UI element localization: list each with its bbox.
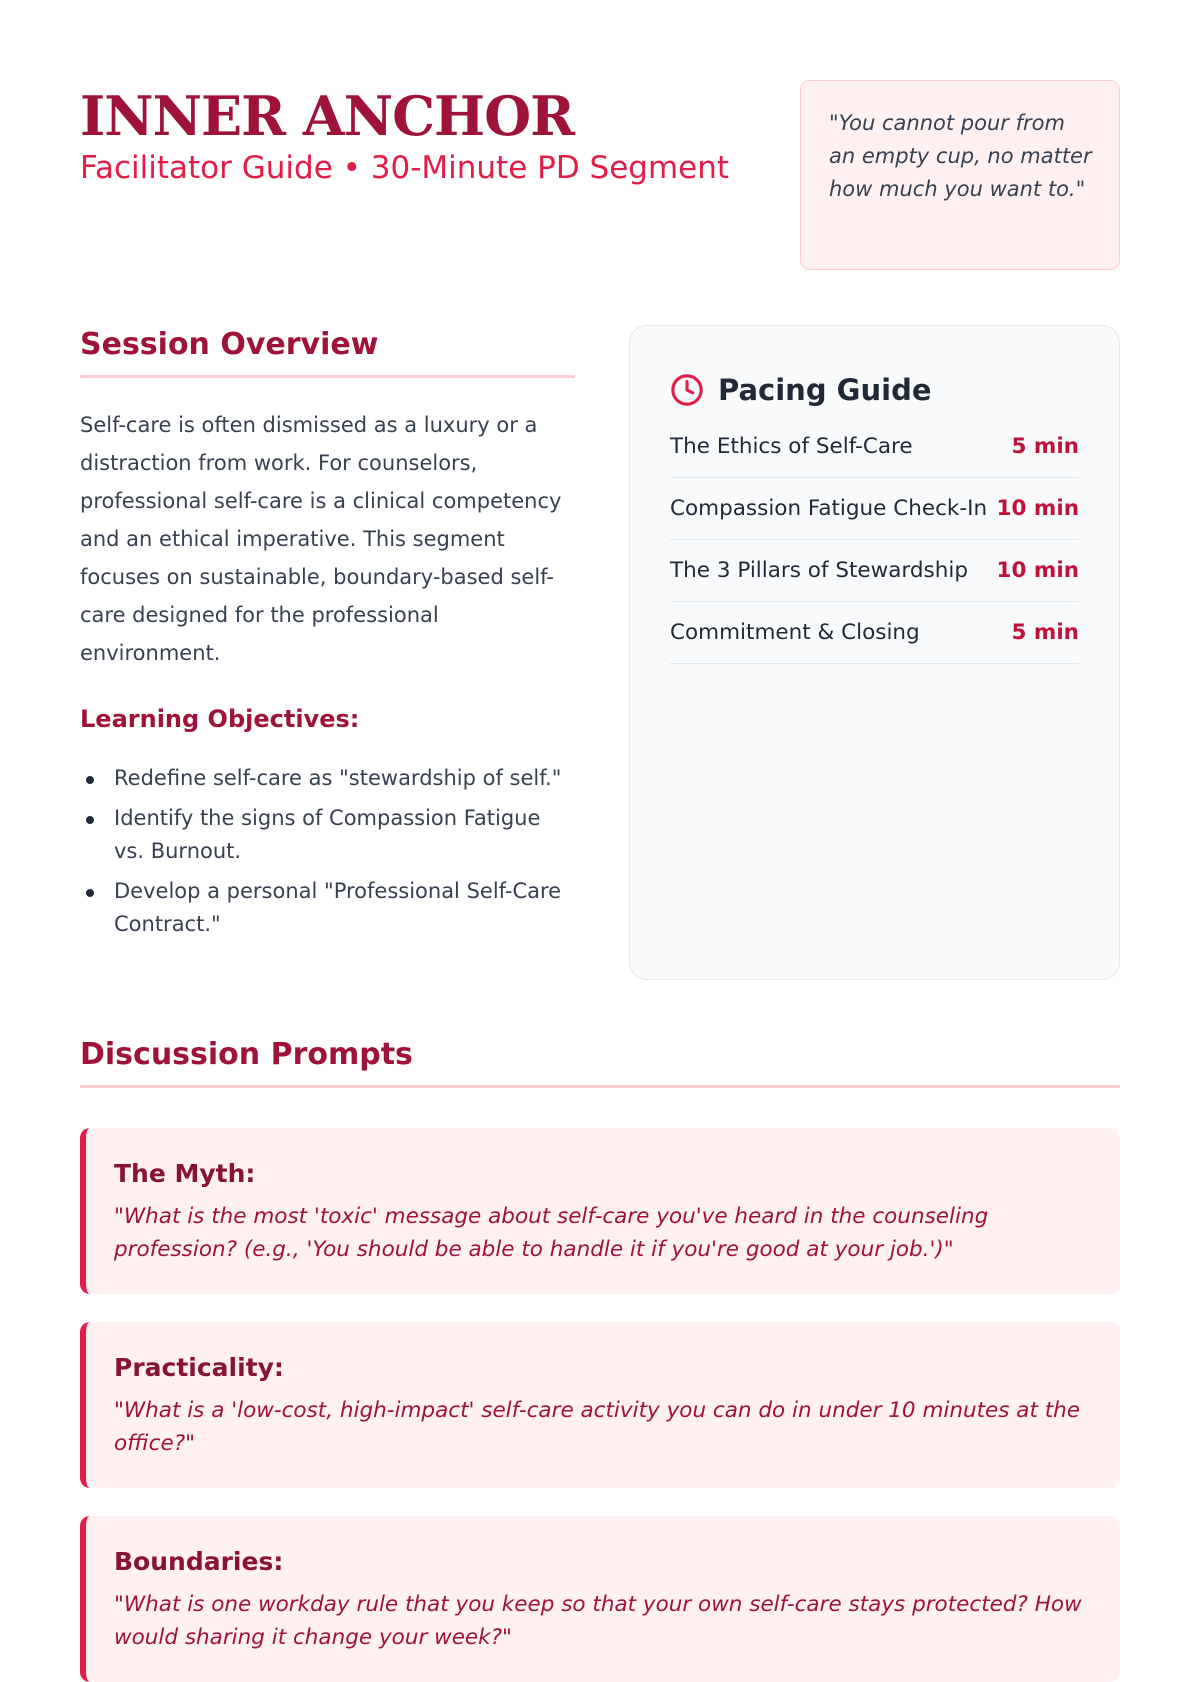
list-item: Develop a personal "Professional Self-Care Contract." — [80, 875, 575, 941]
pacing-row — [670, 416, 1079, 478]
session-overview-text: Self-care is often dismissed as a luxury or a distraction from work. For counselors, professional self-care is a clinical competency and an ethical imperative. This segment focuses on sustainable, boundary-based self-care designed for the professional environment. — [80, 413, 562, 665]
list-item: Redefine self-care as "stewardship of self." — [80, 762, 575, 795]
pacing-row-label: The Ethics of Self-Care — [670, 434, 913, 459]
session-overview — [80, 325, 575, 948]
pacing-guide-card — [629, 325, 1120, 980]
quote-text: "You cannot pour from an empty cup, no matter how much you want to." — [829, 111, 1092, 201]
prompt-title: Boundaries: — [114, 1547, 284, 1576]
quote-box — [800, 80, 1120, 270]
pacing-row-time: 10 min — [996, 558, 1079, 583]
learning-objectives-list — [80, 762, 575, 941]
pacing-row — [670, 478, 1079, 540]
pacing-row — [670, 540, 1079, 602]
prompt-card — [80, 1128, 1120, 1294]
pacing-row-label: Commitment & Closing — [670, 620, 920, 645]
pacing-row — [670, 602, 1079, 664]
pacing-row-time: 5 min — [1011, 620, 1079, 645]
prompt-text: "What is one workday rule that you keep so that your own self-care stays protected? How would sharing it change your week?" — [114, 1592, 1082, 1650]
pacing-row-time: 5 min — [1011, 434, 1079, 459]
prompt-card — [80, 1516, 1120, 1682]
pacing-row-label: Compassion Fatigue Check-In — [670, 496, 988, 521]
discussion-prompts-heading: Discussion Prompts — [80, 1035, 1120, 1088]
learning-objectives-heading: Learning Objectives: — [80, 705, 360, 733]
pacing-guide-header — [670, 370, 1079, 410]
clock-icon — [670, 373, 704, 407]
prompt-card — [80, 1322, 1120, 1488]
pacing-guide-title: Pacing Guide — [718, 373, 932, 407]
session-overview-heading: Session Overview — [80, 325, 575, 378]
prompt-text: "What is a 'low-cost, high-impact' self-care activity you can do in under 10 minutes at the office?" — [114, 1398, 1081, 1456]
list-item: Identify the signs of Compassion Fatigue vs. Burnout. — [80, 802, 575, 868]
pacing-row-label: The 3 Pillars of Stewardship — [670, 558, 968, 583]
header — [80, 80, 1120, 270]
prompt-text: "What is the most 'toxic' message about self-care you've heard in the counseling profession? (e.g., 'You should be able to handle it if you're good at your job.')" — [114, 1204, 989, 1262]
prompt-title: The Myth: — [114, 1159, 256, 1188]
prompt-title: Practicality: — [114, 1353, 284, 1382]
pacing-row-time: 10 min — [996, 496, 1079, 521]
discussion-prompts — [80, 1035, 1120, 1682]
page-title: INNER ANCHOR — [80, 84, 574, 148]
page-subtitle: Facilitator Guide • 30-Minute PD Segment — [80, 150, 730, 186]
